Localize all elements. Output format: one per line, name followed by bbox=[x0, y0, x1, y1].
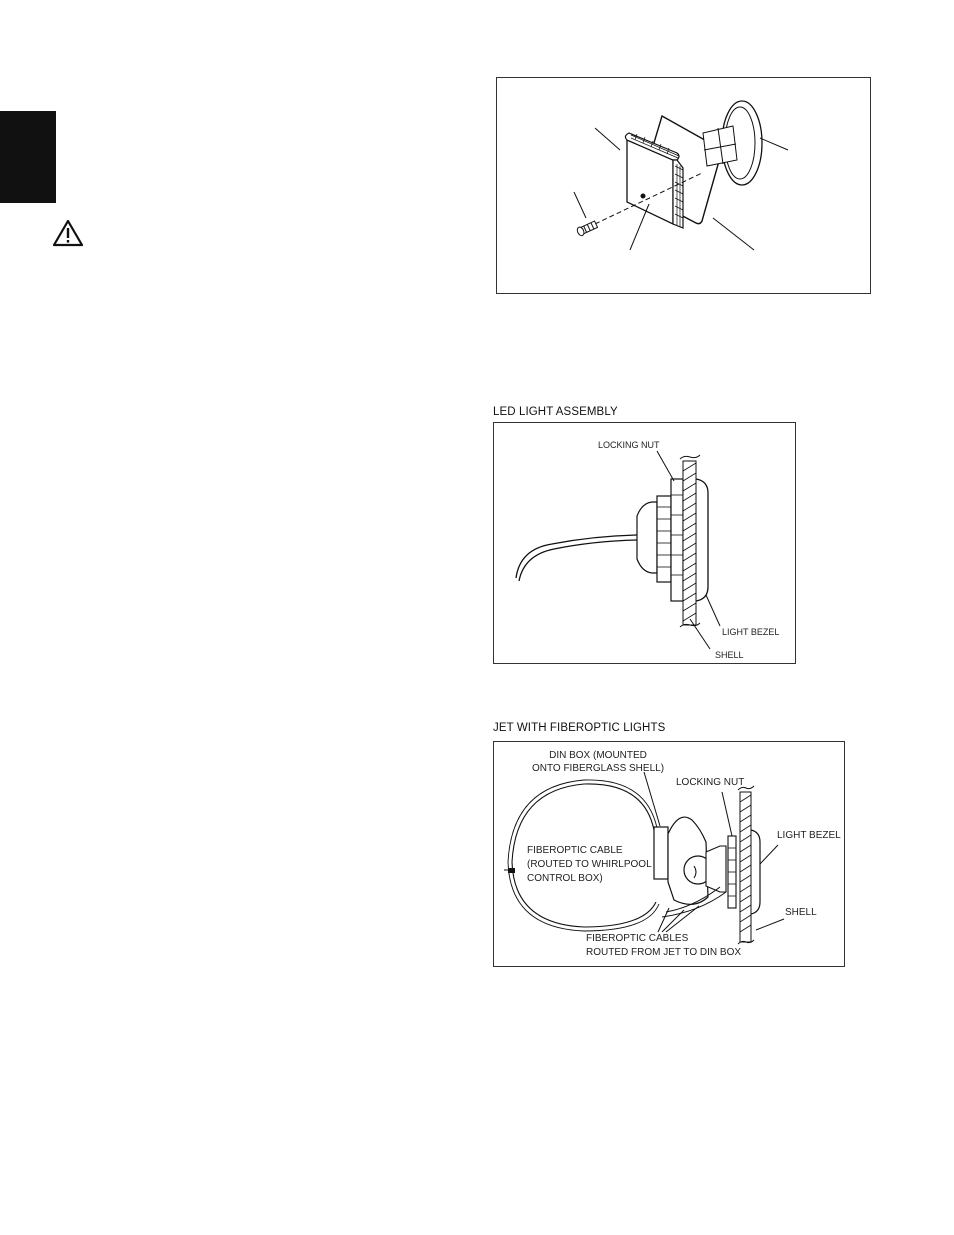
warning-icon bbox=[52, 218, 84, 248]
fiberoptic-cable-label-line2: (ROUTED TO WHIRLPOOL bbox=[527, 859, 652, 870]
fiberoptic-cable-label-line3: CONTROL BOX) bbox=[527, 873, 603, 884]
fiber-figure-caption: JET WITH FIBEROPTIC LIGHTS bbox=[493, 722, 666, 734]
fiberoptic-jet-figure bbox=[493, 741, 845, 967]
led-light-assembly-figure bbox=[493, 422, 796, 664]
locking-nut-label: LOCKING NUT bbox=[598, 440, 660, 450]
light-bezel-label: LIGHT BEZEL bbox=[777, 830, 841, 841]
din-box-label-line1: DIN BOX (MOUNTED bbox=[549, 750, 647, 761]
shell-label: SHELL bbox=[785, 907, 817, 918]
light-cover-diagram bbox=[497, 78, 872, 295]
routed-cables-label-line1: FIBEROPTIC CABLES bbox=[586, 933, 689, 944]
light-cover-figure bbox=[496, 77, 871, 294]
shell-label: SHELL bbox=[715, 650, 744, 660]
section-tab bbox=[0, 111, 56, 203]
fiberoptic-cable-label-line1: FIBEROPTIC CABLE bbox=[527, 845, 623, 856]
led-figure-caption: LED LIGHT ASSEMBLY bbox=[493, 406, 618, 418]
locking-nut-label: LOCKING NUT bbox=[676, 777, 745, 788]
routed-cables-label-line2: ROUTED FROM JET TO DIN BOX bbox=[586, 947, 742, 958]
din-box-label-line2: ONTO FIBERGLASS SHELL) bbox=[531, 763, 665, 774]
light-bezel-label: LIGHT BEZEL bbox=[722, 627, 780, 637]
